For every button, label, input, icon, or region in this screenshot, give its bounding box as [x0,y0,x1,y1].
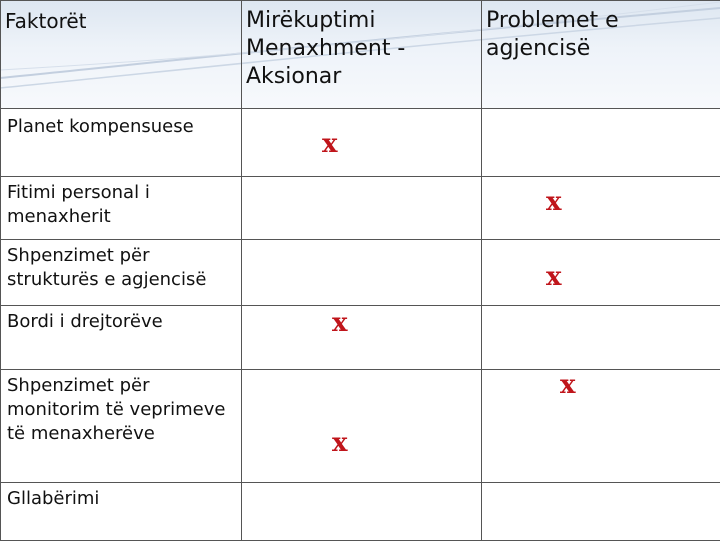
agreement-cell [242,109,482,177]
x-mark: x [560,372,576,398]
agreement-cell [242,177,482,240]
table-row [1,306,720,370]
x-mark: x [546,189,562,215]
x-mark: x [332,430,348,456]
x-mark: x [546,264,562,290]
factor-label: Bordi i drejtorëve [1,306,242,370]
header-factors: Faktorët [1,1,242,109]
agency-cell [482,483,720,541]
factor-label: Fitimi personal i menaxherit [1,177,242,240]
table-header-row [1,1,720,109]
factor-label: Shpenzimet për monitorim të veprimeve të menaxherëve [1,370,242,483]
factor-label: Gllabërimi [1,483,242,541]
agency-cell [482,109,720,177]
table-row [1,177,720,240]
agreement-cell [242,370,482,483]
factor-label: Shpenzimet për strukturës e agjencisë [1,240,242,306]
header-agency-problems: Problemet e agjencisë [482,1,720,109]
table-row [1,240,720,306]
x-mark: x [332,310,348,336]
agency-cell [482,177,720,240]
agency-cell [482,240,720,306]
factor-label: Planet kompensuese [1,109,242,177]
agency-cell [482,306,720,370]
agreement-cell [242,306,482,370]
agency-cell [482,370,720,483]
x-mark: x [322,131,338,157]
table-row [1,370,720,483]
header-agreement: Mirëkuptimi Menaxhment - Aksionar [242,1,482,109]
table-row [1,483,720,541]
table-row [1,109,720,177]
agreement-cell [242,483,482,541]
agreement-cell [242,240,482,306]
